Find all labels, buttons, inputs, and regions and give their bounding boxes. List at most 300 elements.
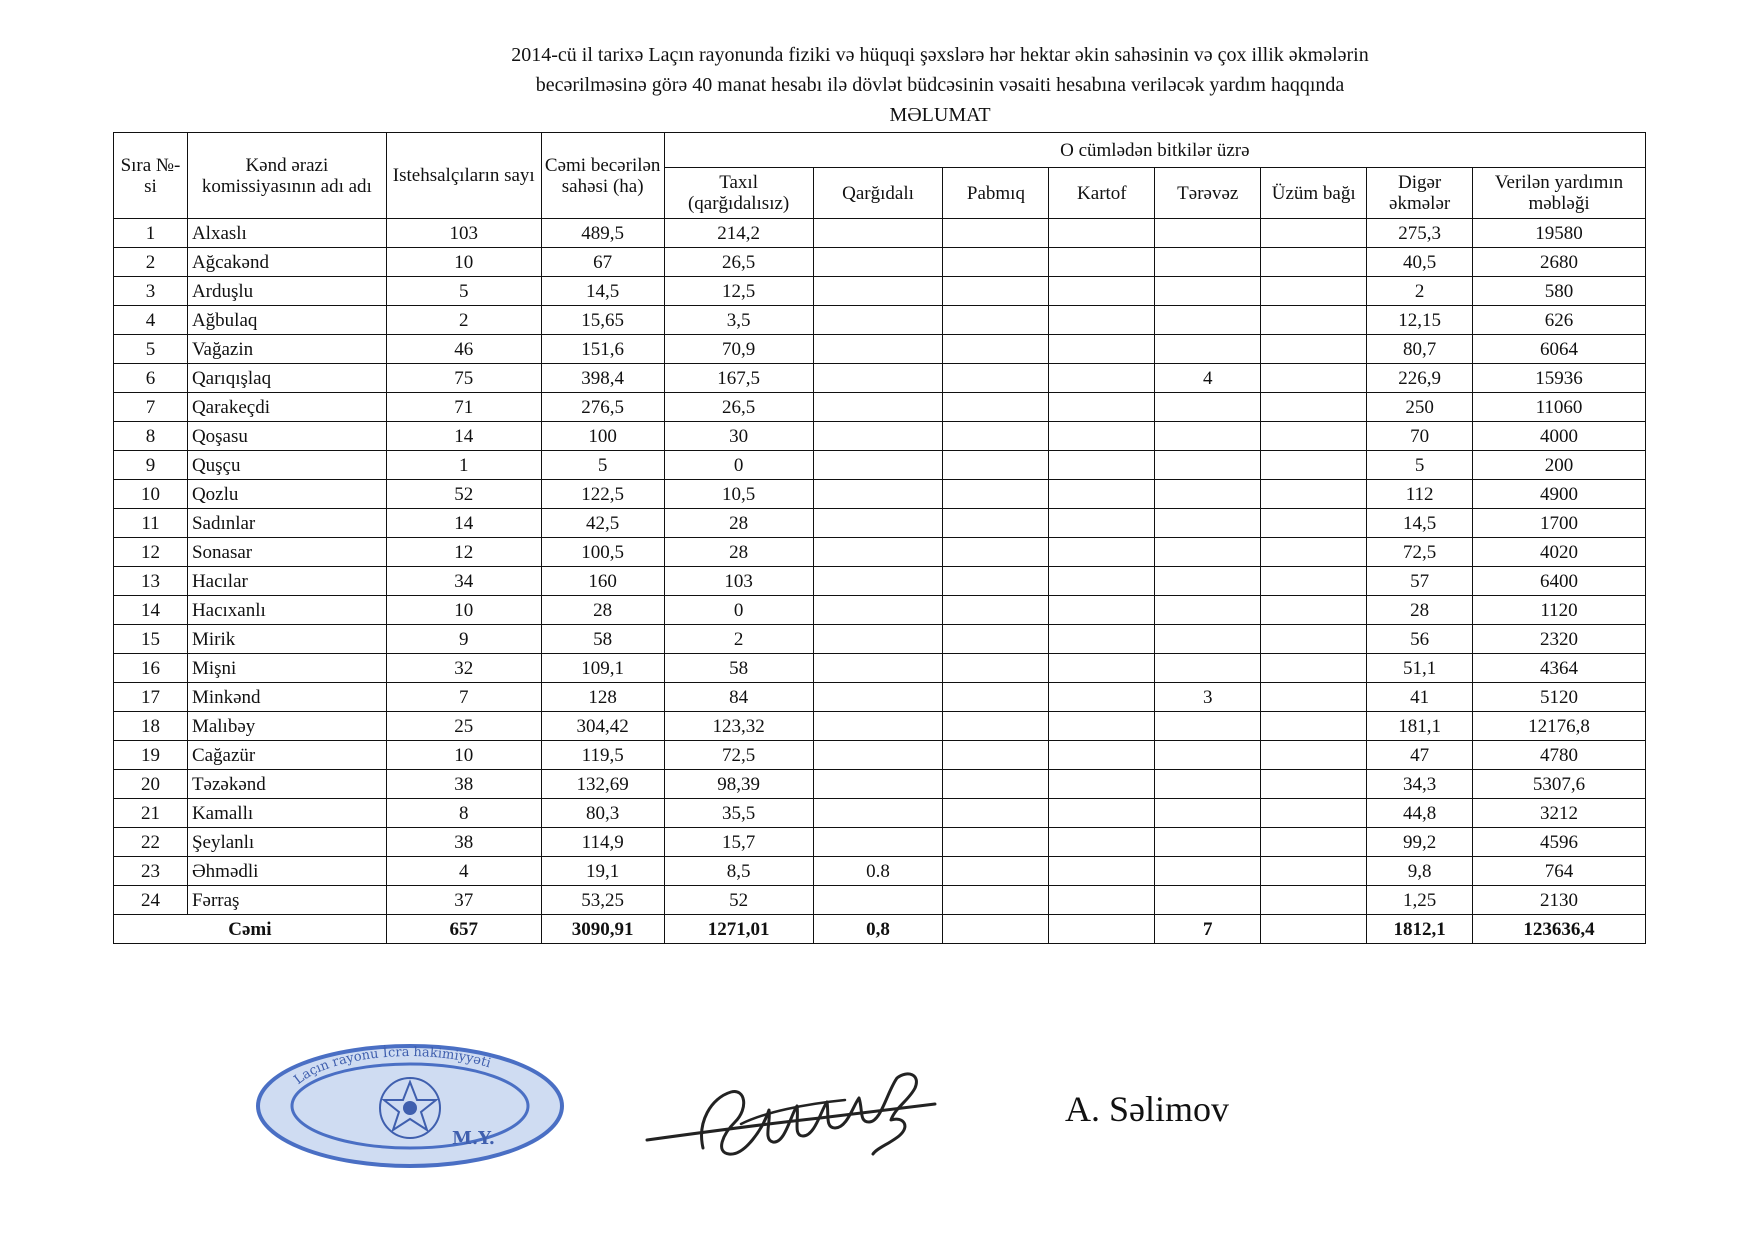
cell-area: 151,6: [541, 335, 664, 364]
total-area: 3090,91: [541, 915, 664, 944]
cell-potato: [1049, 364, 1155, 393]
cell-cotton: [943, 335, 1049, 364]
cell-producers: 34: [386, 567, 541, 596]
cell-no: 16: [114, 654, 188, 683]
cell-cotton: [943, 625, 1049, 654]
cell-other: 181,1: [1367, 712, 1473, 741]
cell-grain: 214,2: [664, 219, 813, 248]
cell-vineyard: [1261, 625, 1367, 654]
table-row: [114, 393, 1646, 422]
cell-potato: [1049, 219, 1155, 248]
cell-no: 22: [114, 828, 188, 857]
cell-name: Şeylanlı: [187, 828, 386, 857]
table-row: [114, 770, 1646, 799]
cell-other: 34,3: [1367, 770, 1473, 799]
cell-potato: [1049, 277, 1155, 306]
cell-name: Təzəkənd: [187, 770, 386, 799]
cell-vegetable: 3: [1155, 683, 1261, 712]
total-potato: [1049, 915, 1155, 944]
cell-name: Cağazür: [187, 741, 386, 770]
cell-producers: 1: [386, 451, 541, 480]
cell-grain: 84: [664, 683, 813, 712]
cell-amount: 11060: [1473, 393, 1646, 422]
cell-amount: 2130: [1473, 886, 1646, 915]
cell-grain: 0: [664, 596, 813, 625]
cell-amount: 5307,6: [1473, 770, 1646, 799]
table-row: [114, 335, 1646, 364]
cell-potato: [1049, 683, 1155, 712]
table-row: [114, 538, 1646, 567]
cell-corn: [813, 886, 943, 915]
table-row: [114, 683, 1646, 712]
cell-potato: [1049, 509, 1155, 538]
table-row: [114, 509, 1646, 538]
cell-area: 398,4: [541, 364, 664, 393]
cell-amount: 4364: [1473, 654, 1646, 683]
table-row: [114, 625, 1646, 654]
cell-no: 13: [114, 567, 188, 596]
cell-producers: 10: [386, 741, 541, 770]
cell-producers: 14: [386, 422, 541, 451]
official-stamp: [254, 1040, 567, 1168]
cell-no: 15: [114, 625, 188, 654]
cell-amount: 4000: [1473, 422, 1646, 451]
cell-no: 11: [114, 509, 188, 538]
cell-cotton: [943, 451, 1049, 480]
cell-vegetable: [1155, 480, 1261, 509]
cell-potato: [1049, 741, 1155, 770]
title-line-3: MƏLUMAT: [889, 104, 991, 126]
cell-cotton: [943, 364, 1049, 393]
cell-vineyard: [1261, 480, 1367, 509]
cell-cotton: [943, 712, 1049, 741]
cell-no: 23: [114, 857, 188, 886]
cell-potato: [1049, 857, 1155, 886]
cell-vegetable: [1155, 248, 1261, 277]
cell-name: Malıbəy: [187, 712, 386, 741]
header-area: Cəmi becərilən sahəsi (ha): [541, 133, 664, 219]
cell-cotton: [943, 219, 1049, 248]
cell-other: 250: [1367, 393, 1473, 422]
table-row: [114, 277, 1646, 306]
cell-amount: 4900: [1473, 480, 1646, 509]
cell-amount: 200: [1473, 451, 1646, 480]
cell-vineyard: [1261, 799, 1367, 828]
cell-potato: [1049, 422, 1155, 451]
cell-vineyard: [1261, 596, 1367, 625]
cell-amount: 580: [1473, 277, 1646, 306]
cell-area: 489,5: [541, 219, 664, 248]
cell-name: Sonasar: [187, 538, 386, 567]
table-row: [114, 741, 1646, 770]
header-other: Digər əkmələr: [1367, 168, 1473, 219]
cell-grain: 2: [664, 625, 813, 654]
cell-name: Quşçu: [187, 451, 386, 480]
cell-vineyard: [1261, 219, 1367, 248]
cell-no: 20: [114, 770, 188, 799]
cell-area: 100: [541, 422, 664, 451]
cell-area: 132,69: [541, 770, 664, 799]
cell-vineyard: [1261, 335, 1367, 364]
cell-corn: [813, 480, 943, 509]
cell-area: 304,42: [541, 712, 664, 741]
total-grain: 1271,01: [664, 915, 813, 944]
cell-name: Ağbulaq: [187, 306, 386, 335]
cell-producers: 32: [386, 654, 541, 683]
cell-vegetable: [1155, 538, 1261, 567]
cell-vineyard: [1261, 538, 1367, 567]
cell-area: 14,5: [541, 277, 664, 306]
cell-other: 70: [1367, 422, 1473, 451]
cell-producers: 46: [386, 335, 541, 364]
cell-vegetable: [1155, 509, 1261, 538]
cell-area: 80,3: [541, 799, 664, 828]
cell-no: 12: [114, 538, 188, 567]
cell-grain: 28: [664, 509, 813, 538]
cell-other: 12,15: [1367, 306, 1473, 335]
cell-vineyard: [1261, 364, 1367, 393]
cell-cotton: [943, 828, 1049, 857]
table-row: [114, 306, 1646, 335]
cell-vegetable: [1155, 219, 1261, 248]
cell-corn: [813, 596, 943, 625]
header-vineyard: Üzüm bağı: [1261, 168, 1367, 219]
cell-producers: 2: [386, 306, 541, 335]
cell-vineyard: [1261, 828, 1367, 857]
title-line-1: 2014-cü il tarixə Laçın rayonunda fiziki və hüquqi şəxslərə hər hektar əkin sahəsinin və çox illik əkmələrin: [511, 44, 1369, 66]
total-label: Cəmi: [114, 915, 387, 944]
cell-area: 160: [541, 567, 664, 596]
table-row: [114, 886, 1646, 915]
cell-corn: [813, 828, 943, 857]
cell-cotton: [943, 596, 1049, 625]
cell-other: 56: [1367, 625, 1473, 654]
header-name: Kənd ərazi komissiyasının adı adı: [187, 133, 386, 219]
signature: [645, 1062, 950, 1162]
cell-grain: 26,5: [664, 393, 813, 422]
cell-cotton: [943, 306, 1049, 335]
cell-no: 3: [114, 277, 188, 306]
total-vegetable: 7: [1155, 915, 1261, 944]
cell-no: 7: [114, 393, 188, 422]
stamp-mark: M.Y.: [452, 1128, 495, 1149]
cell-cotton: [943, 683, 1049, 712]
table-row: [114, 567, 1646, 596]
cell-grain: 70,9: [664, 335, 813, 364]
cell-vineyard: [1261, 654, 1367, 683]
cell-other: 28: [1367, 596, 1473, 625]
cell-name: Mirik: [187, 625, 386, 654]
cell-vineyard: [1261, 451, 1367, 480]
cell-cotton: [943, 654, 1049, 683]
cell-corn: [813, 538, 943, 567]
cell-potato: [1049, 712, 1155, 741]
cell-producers: 52: [386, 480, 541, 509]
cell-amount: 4596: [1473, 828, 1646, 857]
table-row: [114, 654, 1646, 683]
cell-no: 24: [114, 886, 188, 915]
cell-no: 17: [114, 683, 188, 712]
cell-cotton: [943, 509, 1049, 538]
cell-area: 42,5: [541, 509, 664, 538]
cell-area: 67: [541, 248, 664, 277]
cell-name: Qozlu: [187, 480, 386, 509]
header-corn: Qarğıdalı: [813, 168, 943, 219]
cell-grain: 15,7: [664, 828, 813, 857]
cell-producers: 38: [386, 828, 541, 857]
cell-other: 80,7: [1367, 335, 1473, 364]
header-vegetable: Tərəvəz: [1155, 168, 1261, 219]
cell-producers: 38: [386, 770, 541, 799]
cell-amount: 1120: [1473, 596, 1646, 625]
cell-corn: [813, 306, 943, 335]
cell-vineyard: [1261, 857, 1367, 886]
cell-producers: 5: [386, 277, 541, 306]
cell-other: 41: [1367, 683, 1473, 712]
cell-corn: [813, 799, 943, 828]
cell-vegetable: [1155, 422, 1261, 451]
cell-other: 1,25: [1367, 886, 1473, 915]
cell-vegetable: [1155, 799, 1261, 828]
cell-other: 5: [1367, 451, 1473, 480]
cell-amount: 6064: [1473, 335, 1646, 364]
total-corn: 0,8: [813, 915, 943, 944]
header-no: Sıra №-si: [114, 133, 188, 219]
cell-amount: 626: [1473, 306, 1646, 335]
total-row: [114, 915, 1646, 944]
table-row: [114, 480, 1646, 509]
cell-producers: 12: [386, 538, 541, 567]
cell-corn: [813, 219, 943, 248]
cell-corn: [813, 422, 943, 451]
total-amount: 123636,4: [1473, 915, 1646, 944]
cell-cotton: [943, 857, 1049, 886]
cell-vineyard: [1261, 741, 1367, 770]
cell-potato: [1049, 335, 1155, 364]
cell-producers: 8: [386, 799, 541, 828]
cell-no: 21: [114, 799, 188, 828]
cell-name: Qarakeçdi: [187, 393, 386, 422]
cell-area: 28: [541, 596, 664, 625]
header-cotton: Pabmıq: [943, 168, 1049, 219]
cell-vegetable: [1155, 886, 1261, 915]
cell-vineyard: [1261, 770, 1367, 799]
cell-amount: 1700: [1473, 509, 1646, 538]
cell-other: 226,9: [1367, 364, 1473, 393]
title-line-2: becərilməsinə görə 40 manat hesabı ilə dövlət büdcəsinin vəsaiti hesabına veriləcək yardım haqqında: [535, 74, 1345, 96]
cell-potato: [1049, 248, 1155, 277]
cell-vegetable: [1155, 306, 1261, 335]
cell-cotton: [943, 538, 1049, 567]
cell-area: 276,5: [541, 393, 664, 422]
cell-area: 128: [541, 683, 664, 712]
cell-name: Hacılar: [187, 567, 386, 596]
cell-area: 122,5: [541, 480, 664, 509]
cell-other: 51,1: [1367, 654, 1473, 683]
cell-corn: [813, 683, 943, 712]
cell-corn: [813, 364, 943, 393]
cell-no: 4: [114, 306, 188, 335]
cell-vineyard: [1261, 393, 1367, 422]
cell-potato: [1049, 306, 1155, 335]
cell-producers: 75: [386, 364, 541, 393]
cell-cotton: [943, 741, 1049, 770]
cell-vegetable: [1155, 277, 1261, 306]
cell-vegetable: [1155, 625, 1261, 654]
cell-other: 112: [1367, 480, 1473, 509]
cell-producers: 10: [386, 248, 541, 277]
cell-vineyard: [1261, 886, 1367, 915]
cell-amount: 5120: [1473, 683, 1646, 712]
cell-no: 10: [114, 480, 188, 509]
cell-name: Qarıqışlaq: [187, 364, 386, 393]
cell-cotton: [943, 422, 1049, 451]
cell-vineyard: [1261, 683, 1367, 712]
cell-no: 6: [114, 364, 188, 393]
cell-no: 14: [114, 596, 188, 625]
cell-name: Əhmədli: [187, 857, 386, 886]
cell-area: 15,65: [541, 306, 664, 335]
cell-area: 100,5: [541, 538, 664, 567]
cell-area: 19,1: [541, 857, 664, 886]
cell-no: 5: [114, 335, 188, 364]
table-row: [114, 799, 1646, 828]
cell-vineyard: [1261, 712, 1367, 741]
cell-vegetable: [1155, 770, 1261, 799]
cell-vineyard: [1261, 248, 1367, 277]
cell-name: Fərraş: [187, 886, 386, 915]
cell-other: 72,5: [1367, 538, 1473, 567]
cell-corn: [813, 741, 943, 770]
cell-producers: 10: [386, 596, 541, 625]
cell-amount: 764: [1473, 857, 1646, 886]
cell-corn: [813, 654, 943, 683]
cell-grain: 72,5: [664, 741, 813, 770]
cell-grain: 26,5: [664, 248, 813, 277]
cell-corn: [813, 712, 943, 741]
cell-grain: 167,5: [664, 364, 813, 393]
cell-no: 2: [114, 248, 188, 277]
cell-grain: 30: [664, 422, 813, 451]
cell-amount: 19580: [1473, 219, 1646, 248]
cell-grain: 52: [664, 886, 813, 915]
cell-grain: 103: [664, 567, 813, 596]
cell-potato: [1049, 654, 1155, 683]
cell-name: Vağazin: [187, 335, 386, 364]
cell-no: 19: [114, 741, 188, 770]
cell-other: 9,8: [1367, 857, 1473, 886]
cell-vineyard: [1261, 509, 1367, 538]
cell-no: 9: [114, 451, 188, 480]
cell-other: 57: [1367, 567, 1473, 596]
cell-producers: 9: [386, 625, 541, 654]
cell-vegetable: [1155, 567, 1261, 596]
cell-grain: 12,5: [664, 277, 813, 306]
cell-vineyard: [1261, 277, 1367, 306]
cell-name: Kamallı: [187, 799, 386, 828]
header-grain: Taxıl (qarğıdalısız): [664, 168, 813, 219]
document-title: [380, 40, 1500, 130]
stamp-text: Laçın rayonu İcra hakimiyyəti: [291, 1044, 493, 1088]
cell-cotton: [943, 770, 1049, 799]
cell-potato: [1049, 596, 1155, 625]
cell-potato: [1049, 799, 1155, 828]
total-cotton: [943, 915, 1049, 944]
cell-name: Qoşasu: [187, 422, 386, 451]
cell-vegetable: [1155, 393, 1261, 422]
cell-corn: [813, 770, 943, 799]
cell-name: Ağcakənd: [187, 248, 386, 277]
cell-grain: 0: [664, 451, 813, 480]
cell-grain: 123,32: [664, 712, 813, 741]
total-producers: 657: [386, 915, 541, 944]
cell-no: 8: [114, 422, 188, 451]
cell-cotton: [943, 886, 1049, 915]
cell-name: Minkənd: [187, 683, 386, 712]
cell-producers: 37: [386, 886, 541, 915]
cell-other: 2: [1367, 277, 1473, 306]
cell-producers: 7: [386, 683, 541, 712]
cell-corn: [813, 451, 943, 480]
cell-amount: 6400: [1473, 567, 1646, 596]
cell-cotton: [943, 799, 1049, 828]
cell-grain: 10,5: [664, 480, 813, 509]
table-row: [114, 712, 1646, 741]
cell-amount: 4020: [1473, 538, 1646, 567]
cell-no: 1: [114, 219, 188, 248]
cell-vegetable: [1155, 654, 1261, 683]
cell-cotton: [943, 248, 1049, 277]
cell-vegetable: [1155, 335, 1261, 364]
cell-name: Alxaslı: [187, 219, 386, 248]
cell-potato: [1049, 393, 1155, 422]
cell-vegetable: [1155, 712, 1261, 741]
cell-potato: [1049, 625, 1155, 654]
cell-vineyard: [1261, 306, 1367, 335]
cell-corn: [813, 393, 943, 422]
cell-area: 58: [541, 625, 664, 654]
cell-cotton: [943, 567, 1049, 596]
cell-other: 40,5: [1367, 248, 1473, 277]
cell-name: Arduşlu: [187, 277, 386, 306]
cell-producers: 25: [386, 712, 541, 741]
cell-cotton: [943, 480, 1049, 509]
cell-name: Mişni: [187, 654, 386, 683]
table-row: [114, 451, 1646, 480]
cell-vegetable: [1155, 451, 1261, 480]
total-vineyard: [1261, 915, 1367, 944]
cell-corn: [813, 335, 943, 364]
cell-vegetable: [1155, 596, 1261, 625]
cell-producers: 71: [386, 393, 541, 422]
cell-potato: [1049, 828, 1155, 857]
cell-vineyard: [1261, 422, 1367, 451]
cell-area: 119,5: [541, 741, 664, 770]
table-row: [114, 828, 1646, 857]
cell-corn: [813, 567, 943, 596]
cell-amount: 2320: [1473, 625, 1646, 654]
cell-area: 114,9: [541, 828, 664, 857]
table-row: [114, 422, 1646, 451]
header-potato: Kartof: [1049, 168, 1155, 219]
cell-other: 99,2: [1367, 828, 1473, 857]
cell-corn: 0.8: [813, 857, 943, 886]
cell-grain: 58: [664, 654, 813, 683]
cell-cotton: [943, 277, 1049, 306]
cell-other: 14,5: [1367, 509, 1473, 538]
cell-amount: 2680: [1473, 248, 1646, 277]
cell-vineyard: [1261, 567, 1367, 596]
